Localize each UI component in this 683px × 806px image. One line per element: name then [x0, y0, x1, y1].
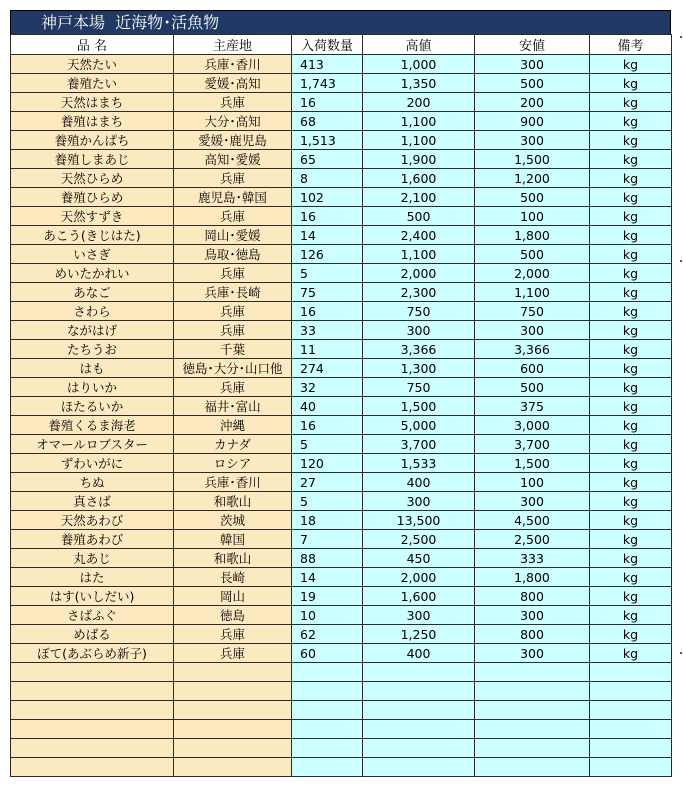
unit-cell: kg — [590, 112, 672, 131]
empty-cell — [292, 682, 363, 701]
fish-name-cell: 丸あじ — [11, 549, 174, 568]
empty-row — [11, 701, 672, 720]
empty-cell — [11, 720, 174, 739]
low-price-cell: 1,800 — [475, 568, 590, 587]
unit-cell: kg — [590, 283, 672, 302]
empty-cell — [475, 739, 590, 758]
high-price-cell: 1,600 — [363, 587, 475, 606]
table-row — [11, 530, 672, 549]
quantity-cell: 32 — [292, 378, 363, 397]
high-price-cell: 1,100 — [363, 131, 475, 150]
origin-cell: 和歌山 — [174, 549, 292, 568]
origin-cell: 鹿児島･韓国 — [174, 188, 292, 207]
unit-cell: kg — [590, 416, 672, 435]
low-price-cell: 500 — [475, 245, 590, 264]
table-row — [11, 150, 672, 169]
quantity-cell: 11 — [292, 340, 363, 359]
quantity-cell: 16 — [292, 93, 363, 112]
table-row — [11, 625, 672, 644]
fish-name-cell: いさぎ — [11, 245, 174, 264]
fish-name-cell: オマールロブスター — [11, 435, 174, 454]
empty-cell — [590, 739, 672, 758]
high-price-cell: 450 — [363, 549, 475, 568]
empty-cell — [174, 682, 292, 701]
high-price-cell: 500 — [363, 207, 475, 226]
table-row — [11, 340, 672, 359]
fish-name-cell: はた — [11, 568, 174, 587]
empty-cell — [292, 739, 363, 758]
high-price-cell: 400 — [363, 644, 475, 663]
fish-name-cell: あなご — [11, 283, 174, 302]
low-price-cell: 1,800 — [475, 226, 590, 245]
edge-mark — [680, 36, 682, 38]
table-row — [11, 359, 672, 378]
origin-cell: 千葉 — [174, 340, 292, 359]
high-price-cell: 13,500 — [363, 511, 475, 530]
table-row — [11, 264, 672, 283]
empty-cell — [475, 701, 590, 720]
origin-cell: 兵庫･香川 — [174, 473, 292, 492]
quantity-cell: 65 — [292, 150, 363, 169]
high-price-cell: 3,700 — [363, 435, 475, 454]
empty-cell — [11, 682, 174, 701]
empty-cell — [11, 701, 174, 720]
low-price-cell: 500 — [475, 188, 590, 207]
empty-cell — [174, 720, 292, 739]
empty-cell — [292, 663, 363, 682]
low-price-cell: 800 — [475, 625, 590, 644]
quantity-cell: 33 — [292, 321, 363, 340]
low-price-cell: 500 — [475, 74, 590, 93]
table-row — [11, 188, 672, 207]
unit-cell: kg — [590, 435, 672, 454]
table-row — [11, 435, 672, 454]
fish-name-cell: ずわいがに — [11, 454, 174, 473]
low-price-cell: 100 — [475, 473, 590, 492]
high-price-cell: 3,366 — [363, 340, 475, 359]
empty-cell — [11, 663, 174, 682]
origin-cell: 兵庫 — [174, 264, 292, 283]
unit-cell: kg — [590, 131, 672, 150]
high-price-cell: 1,100 — [363, 245, 475, 264]
table-row — [11, 568, 672, 587]
low-price-cell: 300 — [475, 492, 590, 511]
origin-cell: 兵庫･長崎 — [174, 283, 292, 302]
empty-row — [11, 663, 672, 682]
edge-mark — [680, 652, 682, 654]
low-price-cell: 300 — [475, 131, 590, 150]
edge-mark — [680, 260, 682, 262]
fish-name-cell: 真さば — [11, 492, 174, 511]
origin-cell: 徳島･大分･山口他 — [174, 359, 292, 378]
quantity-cell: 7 — [292, 530, 363, 549]
table-row — [11, 587, 672, 606]
unit-cell: kg — [590, 321, 672, 340]
table-row — [11, 511, 672, 530]
unit-cell: kg — [590, 378, 672, 397]
table-row — [11, 416, 672, 435]
unit-cell: kg — [590, 473, 672, 492]
table-row — [11, 93, 672, 112]
empty-cell — [590, 701, 672, 720]
fish-name-cell: 天然はまち — [11, 93, 174, 112]
high-price-cell: 300 — [363, 321, 475, 340]
empty-cell — [363, 663, 475, 682]
header-row — [11, 35, 672, 55]
fish-name-cell: さわら — [11, 302, 174, 321]
table-row — [11, 302, 672, 321]
price-sheet — [10, 10, 671, 777]
empty-cell — [475, 682, 590, 701]
empty-cell — [590, 663, 672, 682]
table-row — [11, 321, 672, 340]
unit-cell: kg — [590, 245, 672, 264]
low-price-cell: 2,500 — [475, 530, 590, 549]
high-price-cell: 5,000 — [363, 416, 475, 435]
low-price-cell: 1,500 — [475, 150, 590, 169]
quantity-cell: 40 — [292, 397, 363, 416]
high-price-cell: 300 — [363, 606, 475, 625]
high-price-cell: 2,000 — [363, 264, 475, 283]
low-price-cell: 300 — [475, 606, 590, 625]
quantity-cell: 16 — [292, 416, 363, 435]
origin-cell: カナダ — [174, 435, 292, 454]
fish-name-cell: はも — [11, 359, 174, 378]
origin-cell: 兵庫 — [174, 169, 292, 188]
unit-cell: kg — [590, 644, 672, 663]
origin-cell: 高知･愛媛 — [174, 150, 292, 169]
origin-cell: 徳島 — [174, 606, 292, 625]
fish-name-cell: 養殖たい — [11, 74, 174, 93]
header-origin: 主産地 — [174, 35, 292, 55]
unit-cell: kg — [590, 625, 672, 644]
origin-cell: 兵庫 — [174, 207, 292, 226]
fish-name-cell: 養殖かんぱち — [11, 131, 174, 150]
high-price-cell: 1,533 — [363, 454, 475, 473]
empty-cell — [363, 720, 475, 739]
low-price-cell: 900 — [475, 112, 590, 131]
quantity-cell: 10 — [292, 606, 363, 625]
origin-cell: 兵庫 — [174, 93, 292, 112]
table-row — [11, 454, 672, 473]
high-price-cell: 750 — [363, 378, 475, 397]
origin-cell: 福井･富山 — [174, 397, 292, 416]
fish-name-cell: めばる — [11, 625, 174, 644]
fish-name-cell: 養殖ひらめ — [11, 188, 174, 207]
low-price-cell: 2,000 — [475, 264, 590, 283]
quantity-cell: 1,513 — [292, 131, 363, 150]
unit-cell: kg — [590, 74, 672, 93]
table-row — [11, 169, 672, 188]
quantity-cell: 5 — [292, 264, 363, 283]
empty-cell — [174, 663, 292, 682]
fish-name-cell: あこう(きじはた) — [11, 226, 174, 245]
origin-cell: 沖縄 — [174, 416, 292, 435]
origin-cell: 愛媛･鹿児島 — [174, 131, 292, 150]
unit-cell: kg — [590, 169, 672, 188]
high-price-cell: 2,300 — [363, 283, 475, 302]
high-price-cell: 300 — [363, 492, 475, 511]
empty-cell — [292, 701, 363, 720]
table-row — [11, 492, 672, 511]
high-price-cell: 1,500 — [363, 397, 475, 416]
empty-cell — [292, 720, 363, 739]
origin-cell: 大分･高知 — [174, 112, 292, 131]
unit-cell: kg — [590, 207, 672, 226]
header-quantity: 入荷数量 — [292, 35, 363, 55]
high-price-cell: 750 — [363, 302, 475, 321]
quantity-cell: 16 — [292, 207, 363, 226]
origin-cell: 兵庫 — [174, 625, 292, 644]
quantity-cell: 102 — [292, 188, 363, 207]
fish-name-cell: 天然あわび — [11, 511, 174, 530]
empty-cell — [363, 701, 475, 720]
empty-row — [11, 682, 672, 701]
empty-cell — [363, 739, 475, 758]
header-low: 安値 — [475, 35, 590, 55]
unit-cell: kg — [590, 226, 672, 245]
empty-row — [11, 720, 672, 739]
low-price-cell: 200 — [475, 93, 590, 112]
empty-cell — [590, 682, 672, 701]
header-note: 備考 — [590, 35, 672, 55]
high-price-cell: 2,500 — [363, 530, 475, 549]
low-price-cell: 300 — [475, 321, 590, 340]
empty-cell — [292, 758, 363, 777]
quantity-cell: 68 — [292, 112, 363, 131]
origin-cell: 兵庫 — [174, 321, 292, 340]
table-row — [11, 283, 672, 302]
unit-cell: kg — [590, 188, 672, 207]
empty-row — [11, 758, 672, 777]
low-price-cell: 3,000 — [475, 416, 590, 435]
quantity-cell: 8 — [292, 169, 363, 188]
low-price-cell: 100 — [475, 207, 590, 226]
empty-cell — [475, 758, 590, 777]
quantity-cell: 18 — [292, 511, 363, 530]
quantity-cell: 16 — [292, 302, 363, 321]
fish-name-cell: さばふぐ — [11, 606, 174, 625]
table-row — [11, 549, 672, 568]
fish-name-cell: はす(いしだい) — [11, 587, 174, 606]
fish-name-cell: 天然ひらめ — [11, 169, 174, 188]
high-price-cell: 1,100 — [363, 112, 475, 131]
unit-cell: kg — [590, 492, 672, 511]
origin-cell: 鳥取･徳島 — [174, 245, 292, 264]
high-price-cell: 1,350 — [363, 74, 475, 93]
origin-cell: 茨城 — [174, 511, 292, 530]
header-name: 品 名 — [11, 35, 174, 55]
high-price-cell: 2,400 — [363, 226, 475, 245]
low-price-cell: 300 — [475, 644, 590, 663]
table-row — [11, 131, 672, 150]
quantity-cell: 413 — [292, 55, 363, 74]
quantity-cell: 126 — [292, 245, 363, 264]
fish-name-cell: はりいか — [11, 378, 174, 397]
table-row — [11, 207, 672, 226]
low-price-cell: 3,700 — [475, 435, 590, 454]
low-price-cell: 1,200 — [475, 169, 590, 188]
empty-cell — [590, 720, 672, 739]
table-row — [11, 55, 672, 74]
empty-cell — [174, 758, 292, 777]
high-price-cell: 1,900 — [363, 150, 475, 169]
low-price-cell: 1,100 — [475, 283, 590, 302]
high-price-cell: 1,250 — [363, 625, 475, 644]
quantity-cell: 62 — [292, 625, 363, 644]
unit-cell: kg — [590, 587, 672, 606]
table-row — [11, 74, 672, 93]
low-price-cell: 375 — [475, 397, 590, 416]
fish-name-cell: 養殖くるま海老 — [11, 416, 174, 435]
low-price-cell: 500 — [475, 378, 590, 397]
fish-name-cell: ぼて(あぶらめ新子) — [11, 644, 174, 663]
high-price-cell: 1,000 — [363, 55, 475, 74]
high-price-cell: 1,300 — [363, 359, 475, 378]
unit-cell: kg — [590, 549, 672, 568]
fish-name-cell: 天然たい — [11, 55, 174, 74]
quantity-cell: 27 — [292, 473, 363, 492]
price-table — [10, 34, 672, 777]
quantity-cell: 75 — [292, 283, 363, 302]
unit-cell: kg — [590, 397, 672, 416]
empty-cell — [475, 720, 590, 739]
low-price-cell: 750 — [475, 302, 590, 321]
table-row — [11, 397, 672, 416]
unit-cell: kg — [590, 568, 672, 587]
empty-cell — [590, 758, 672, 777]
fish-name-cell: ちぬ — [11, 473, 174, 492]
quantity-cell: 60 — [292, 644, 363, 663]
table-row — [11, 473, 672, 492]
origin-cell: 韓国 — [174, 530, 292, 549]
fish-name-cell: 養殖はまち — [11, 112, 174, 131]
empty-cell — [363, 682, 475, 701]
origin-cell: 愛媛･高知 — [174, 74, 292, 93]
high-price-cell: 2,000 — [363, 568, 475, 587]
low-price-cell: 3,366 — [475, 340, 590, 359]
high-price-cell: 2,100 — [363, 188, 475, 207]
origin-cell: 兵庫･香川 — [174, 55, 292, 74]
unit-cell: kg — [590, 302, 672, 321]
fish-name-cell: 天然すずき — [11, 207, 174, 226]
header-high: 高値 — [363, 35, 475, 55]
quantity-cell: 5 — [292, 492, 363, 511]
fish-name-cell: たちうお — [11, 340, 174, 359]
origin-cell: 兵庫 — [174, 378, 292, 397]
low-price-cell: 1,500 — [475, 454, 590, 473]
origin-cell: 和歌山 — [174, 492, 292, 511]
origin-cell: 長崎 — [174, 568, 292, 587]
table-row — [11, 644, 672, 663]
unit-cell: kg — [590, 454, 672, 473]
unit-cell: kg — [590, 511, 672, 530]
unit-cell: kg — [590, 340, 672, 359]
low-price-cell: 4,500 — [475, 511, 590, 530]
unit-cell: kg — [590, 530, 672, 549]
fish-name-cell: ながはげ — [11, 321, 174, 340]
high-price-cell: 400 — [363, 473, 475, 492]
quantity-cell: 14 — [292, 568, 363, 587]
table-row — [11, 226, 672, 245]
unit-cell: kg — [590, 606, 672, 625]
quantity-cell: 5 — [292, 435, 363, 454]
origin-cell: 兵庫 — [174, 644, 292, 663]
quantity-cell: 14 — [292, 226, 363, 245]
unit-cell: kg — [590, 264, 672, 283]
origin-cell: 岡山 — [174, 587, 292, 606]
empty-cell — [11, 739, 174, 758]
table-row — [11, 245, 672, 264]
table-row — [11, 112, 672, 131]
origin-cell: 兵庫 — [174, 302, 292, 321]
low-price-cell: 300 — [475, 55, 590, 74]
table-row — [11, 378, 672, 397]
unit-cell: kg — [590, 150, 672, 169]
origin-cell: 岡山･愛媛 — [174, 226, 292, 245]
fish-name-cell: 養殖あわび — [11, 530, 174, 549]
empty-cell — [363, 758, 475, 777]
quantity-cell: 1,743 — [292, 74, 363, 93]
fish-name-cell: 養殖しまあじ — [11, 150, 174, 169]
low-price-cell: 800 — [475, 587, 590, 606]
low-price-cell: 333 — [475, 549, 590, 568]
empty-cell — [11, 758, 174, 777]
empty-cell — [475, 663, 590, 682]
quantity-cell: 88 — [292, 549, 363, 568]
origin-cell: ロシア — [174, 454, 292, 473]
high-price-cell: 1,600 — [363, 169, 475, 188]
unit-cell: kg — [590, 55, 672, 74]
unit-cell: kg — [590, 359, 672, 378]
low-price-cell: 600 — [475, 359, 590, 378]
quantity-cell: 274 — [292, 359, 363, 378]
unit-cell: kg — [590, 93, 672, 112]
table-row — [11, 606, 672, 625]
fish-name-cell: めいたかれい — [11, 264, 174, 283]
empty-cell — [174, 739, 292, 758]
high-price-cell: 200 — [363, 93, 475, 112]
sheet-title: 神戸本場 近海物･活魚物 — [10, 10, 671, 34]
empty-row — [11, 739, 672, 758]
quantity-cell: 19 — [292, 587, 363, 606]
table-body — [11, 55, 672, 777]
fish-name-cell: ほたるいか — [11, 397, 174, 416]
empty-cell — [174, 701, 292, 720]
quantity-cell: 120 — [292, 454, 363, 473]
